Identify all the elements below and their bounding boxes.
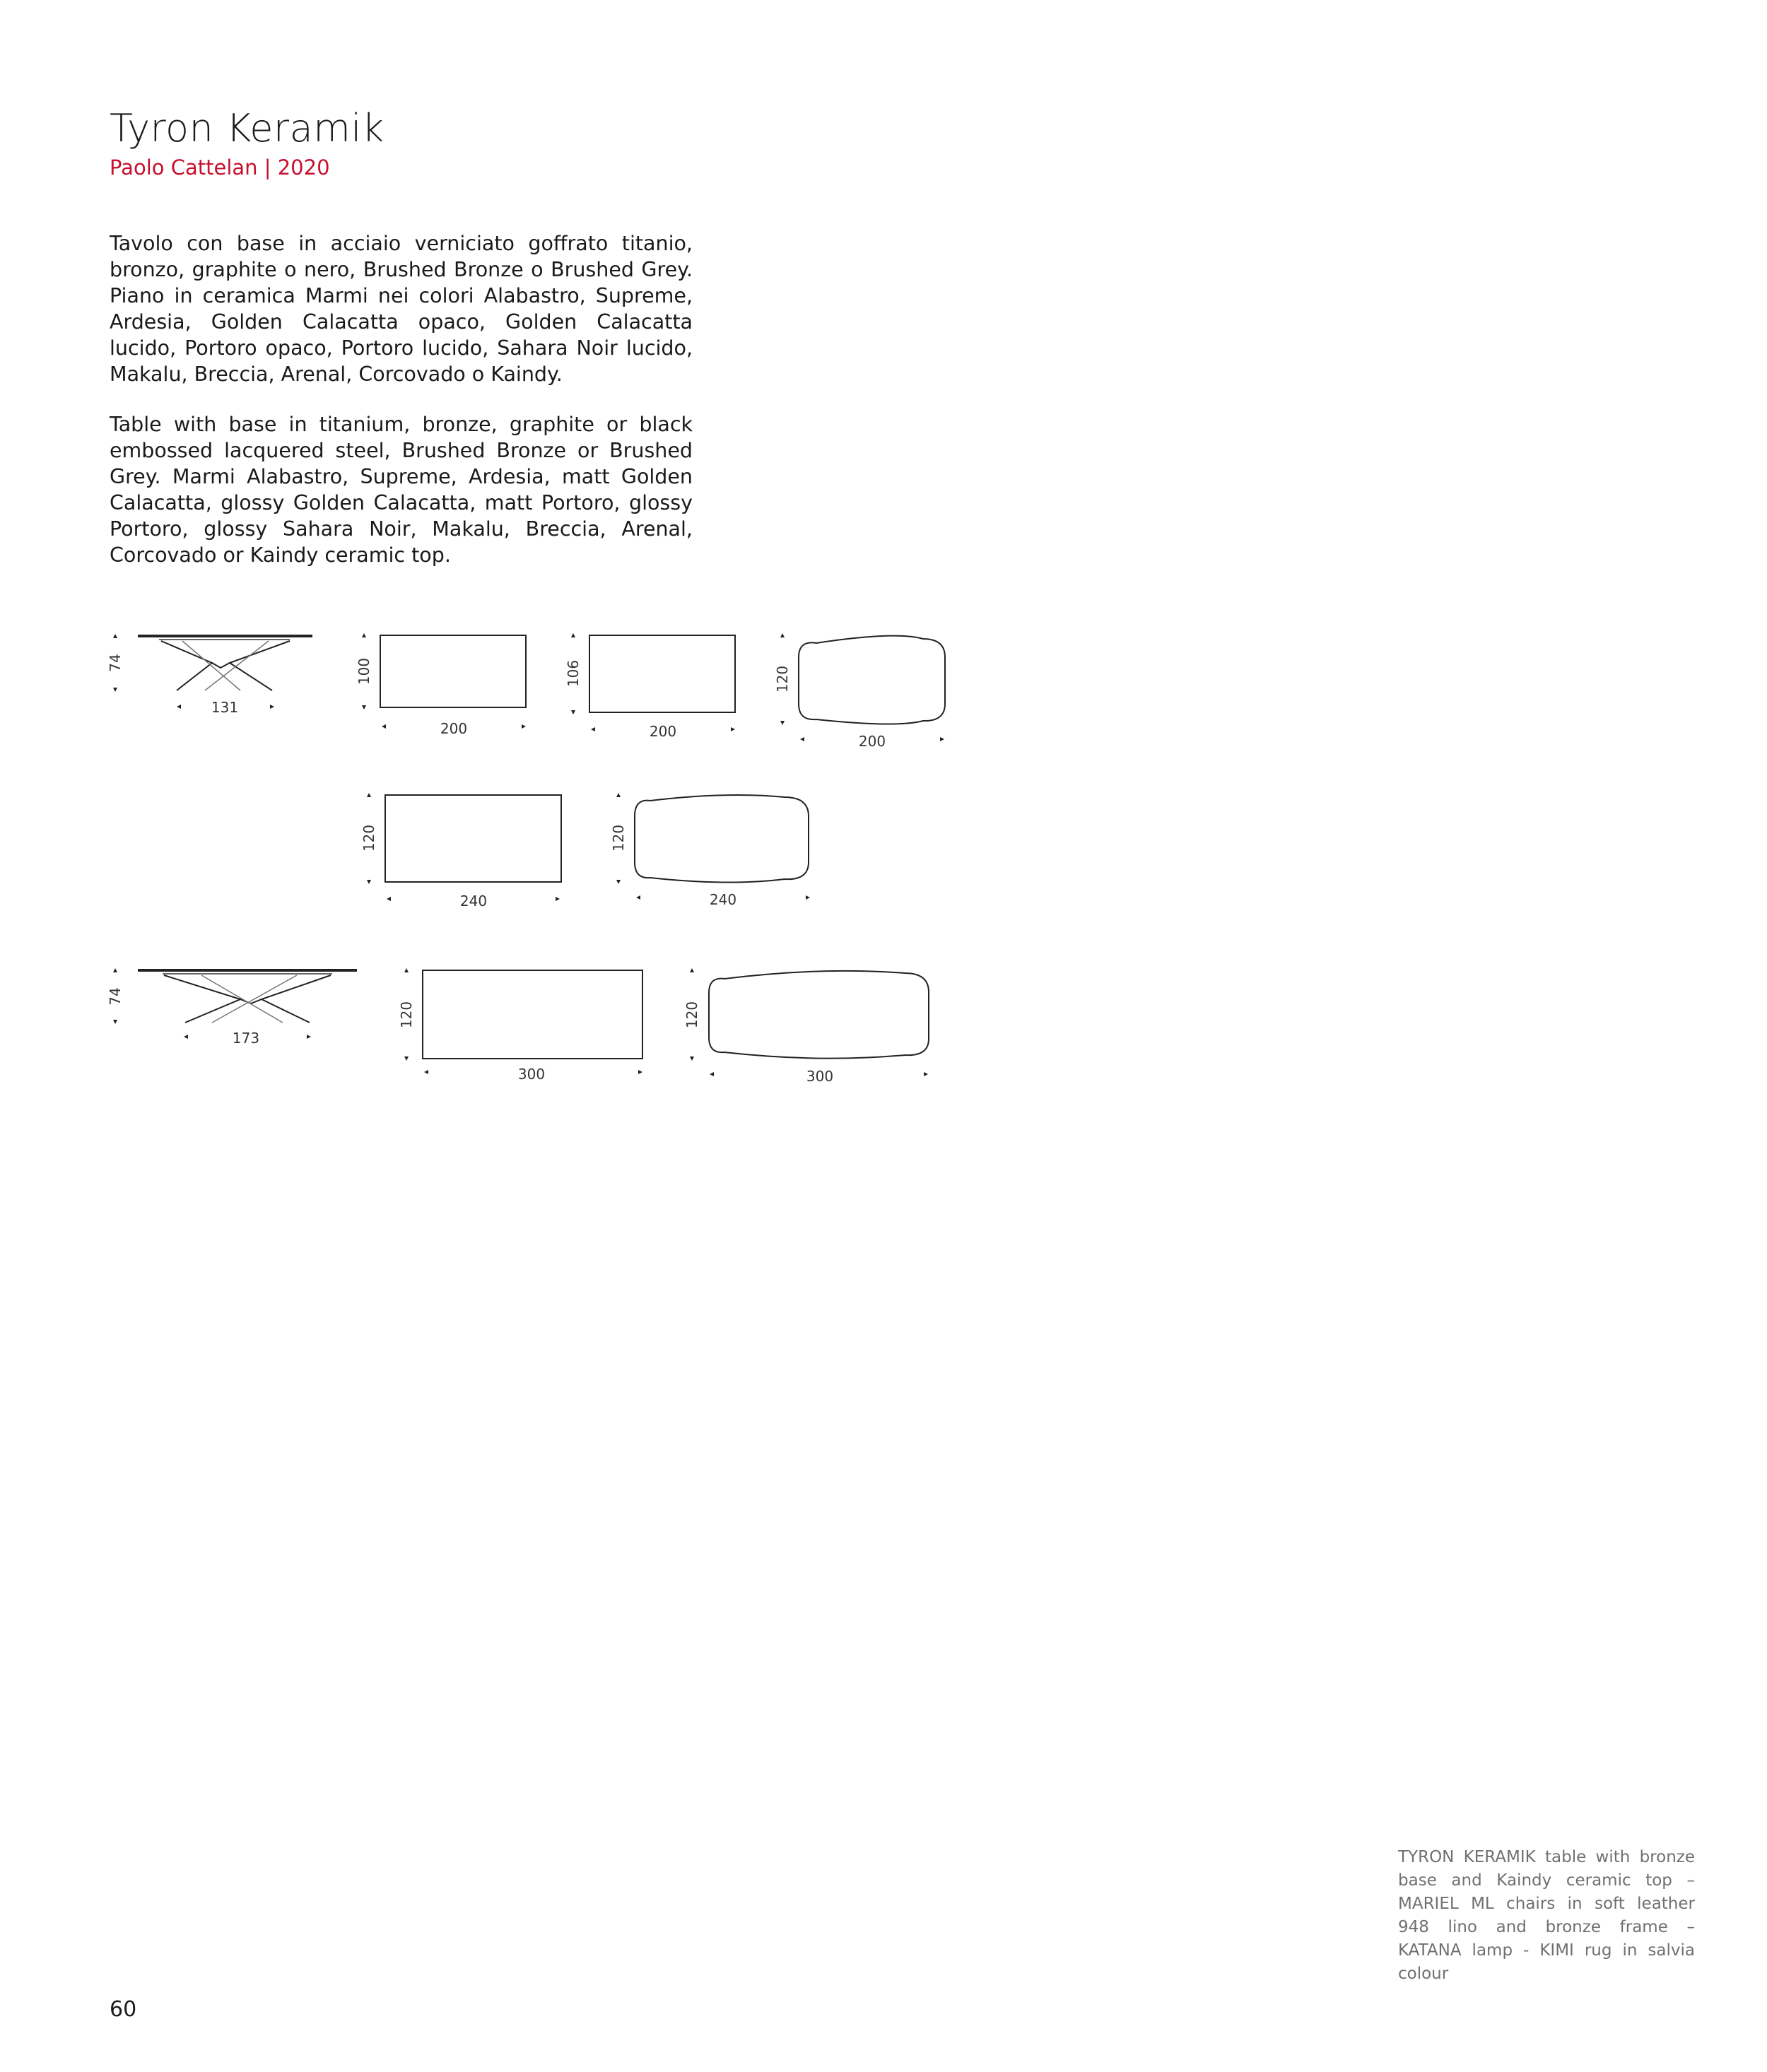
side-small-width-label: 131 [211, 699, 239, 716]
rect-200x106-height-label: 106 [565, 659, 582, 688]
side-view-small-drawing [115, 636, 312, 707]
product-title: Tyron Keramik [110, 106, 384, 151]
side-view-large-drawing [138, 970, 357, 1023]
shaped-240x120-width-label: 240 [709, 891, 737, 908]
description-english: Table with base in titanium, bronze, graphite or black embossed lacquered steel, Brushed Bronze or Brushed Grey. Marmi Alabastro, Supreme, Ardesia, matt Golden Calacatta, glossy Golden Calacatta, matt Portoro, glossy Portoro, glossy Sahara Noir, Makalu, Breccia, Arenal, Corcovado or Kaindy ceramic top. [110, 413, 693, 567]
rect-300x120-height-label: 120 [398, 1001, 415, 1029]
shaped-300x120-height-label: 120 [683, 1001, 700, 1029]
rect-200x106-width-label: 200 [649, 723, 677, 740]
description-italian: Tavolo con base in acciaio verniciato goffrato titanio, bronzo, graphite o nero, Brushed Bronze o Brushed Grey. Piano in ceramica Marmi nei colori Alabastro, Supreme, Ardesia, Golden Calacatta opaco, Golden Calacatta lucido, Portoro opaco, Portoro lucido, Sahara Noir lucido, Makalu, Breccia, Arenal, Corcovado o Kaindy. [110, 232, 693, 386]
shaped-200x120-height-label: 120 [774, 665, 791, 693]
rect-200x106-drawing [589, 635, 735, 712]
shaped-300x120-drawing [709, 971, 929, 1059]
rect-240x120-height-label: 120 [360, 824, 377, 852]
page-number: 60 [110, 1997, 137, 2022]
rect-200x100-height-label: 100 [356, 657, 372, 685]
side-large-height-label: 74 [107, 987, 124, 1006]
designer-credit: Paolo Cattelan | 2020 [110, 155, 330, 179]
shaped-200x120-width-label: 200 [858, 733, 886, 750]
rect-200x100-width-label: 200 [440, 720, 468, 737]
shaped-300x120-width-label: 300 [806, 1068, 834, 1085]
side-large-width-label: 173 [232, 1030, 260, 1047]
side-small-height-label: 74 [107, 654, 124, 672]
shaped-240x120-height-label: 120 [610, 824, 627, 852]
photo-caption: TYRON KERAMIK table with bronze base and Kaindy ceramic top – MARIEL ML chairs in soft leather 948 lino and bronze frame – KATANA lamp - KIMI rug in salvia colour [1398, 1848, 1695, 1983]
rect-200x100-drawing [380, 635, 526, 707]
rect-300x120-width-label: 300 [517, 1066, 546, 1083]
shaped-200x120-drawing [799, 636, 945, 724]
shaped-240x120-drawing [635, 795, 809, 883]
rect-300x120-drawing [423, 970, 642, 1059]
rect-240x120-width-label: 240 [459, 893, 488, 910]
rect-240x120-drawing [385, 795, 561, 882]
